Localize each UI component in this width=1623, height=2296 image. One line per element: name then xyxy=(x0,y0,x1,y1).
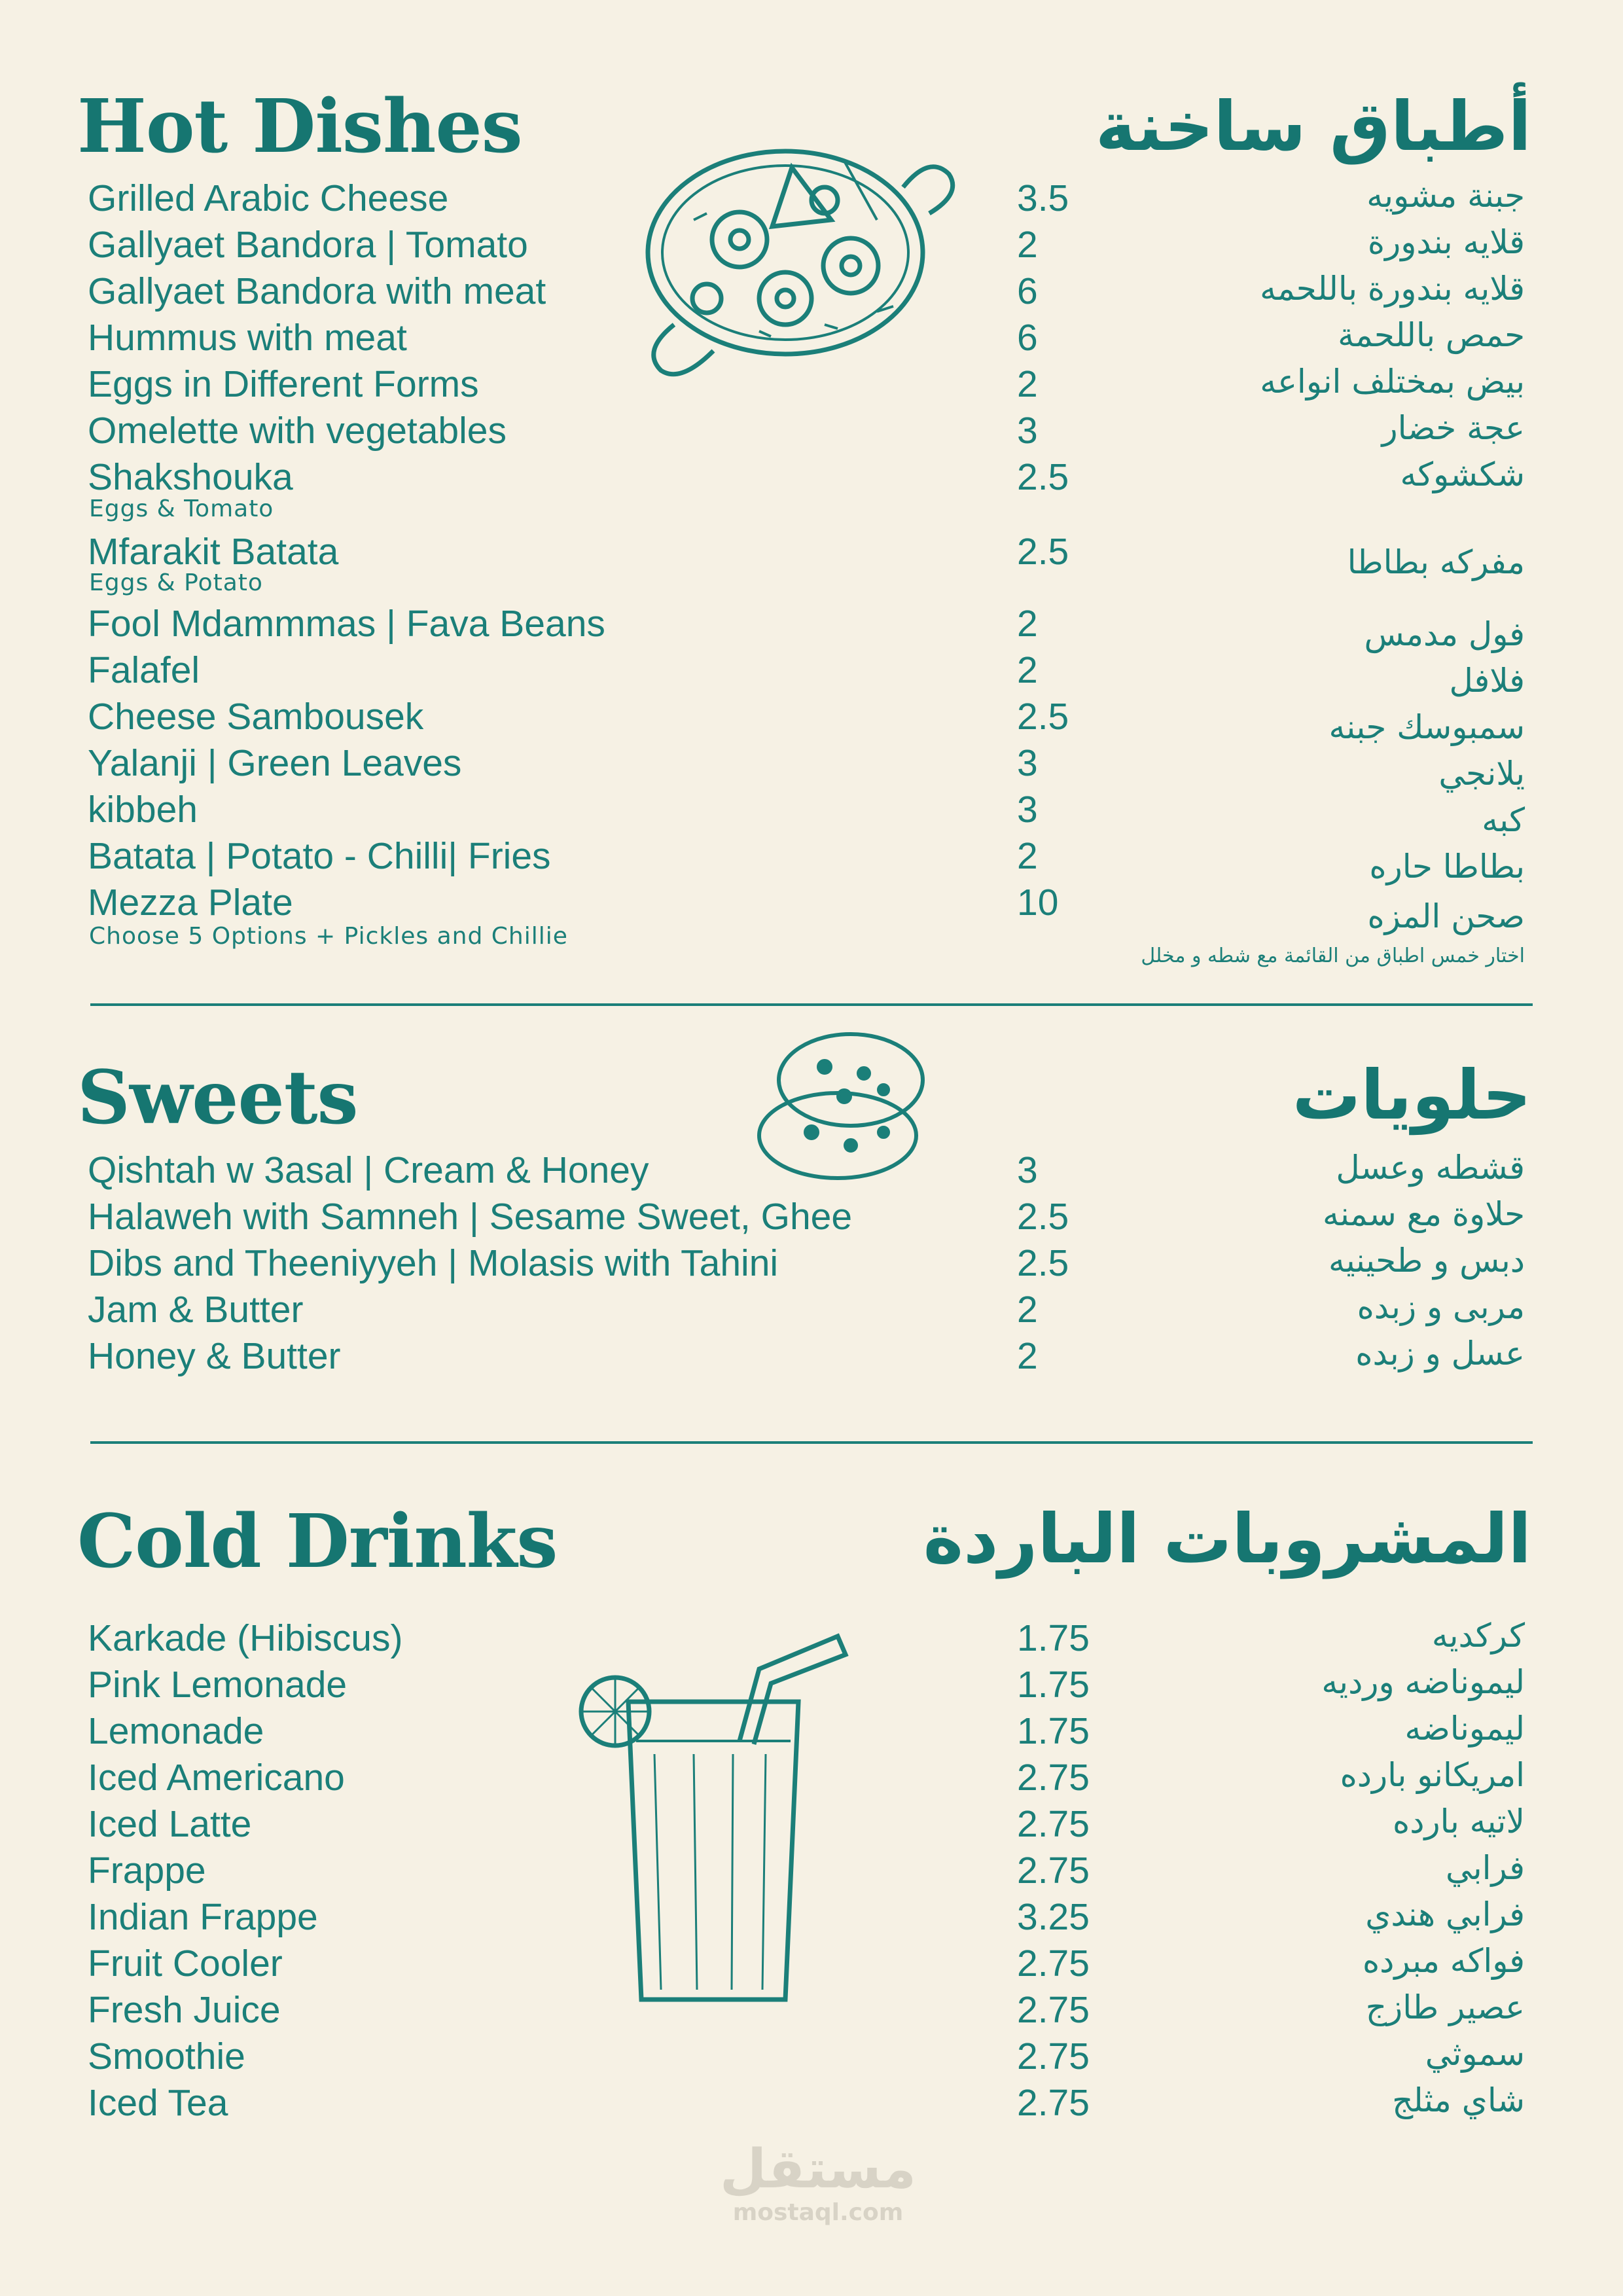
menu-item-row xyxy=(0,1710,1623,1755)
menu-item-row xyxy=(0,695,1623,746)
menu-item-row xyxy=(0,742,1623,793)
item-name-en: Qishtah w 3asal | Cream & Honey xyxy=(88,1149,649,1191)
menu-item-row xyxy=(0,788,1623,839)
item-price: 10 xyxy=(1017,882,1059,924)
item-price: 2.75 xyxy=(1017,2082,1090,2124)
item-name-ar: بيض بمختلف انواعه xyxy=(1260,363,1525,401)
item-name-ar: كركديه xyxy=(1431,1617,1525,1655)
item-name-en: Karkade (Hibiscus) xyxy=(88,1617,403,1659)
item-price: 2 xyxy=(1017,1289,1038,1331)
item-name-en: Shakshouka xyxy=(88,456,293,498)
menu-item-row xyxy=(0,1988,1623,2034)
menu-item-row xyxy=(0,2035,1623,2081)
item-price: 2.75 xyxy=(1017,1803,1090,1845)
item-price: 2 xyxy=(1017,835,1038,877)
menu-item-row xyxy=(0,881,1623,935)
item-name-ar: عجة خضار xyxy=(1382,409,1525,447)
item-price: 3 xyxy=(1017,1149,1038,1191)
item-name-en: Yalanji | Green Leaves xyxy=(88,742,462,784)
item-name-ar: يلانجي xyxy=(1438,755,1525,793)
menu-item-row xyxy=(0,1895,1623,1941)
item-name-ar: عسل و زبده xyxy=(1355,1335,1525,1372)
item-name-ar: شاي مثلج xyxy=(1392,2081,1525,2119)
item-name-en: Gallyaet Bandora | Tomato xyxy=(88,224,528,266)
item-price: 1.75 xyxy=(1017,1617,1090,1659)
menu-item-row xyxy=(0,409,1623,455)
menu-item-row xyxy=(0,2081,1623,2127)
cold-drinks-title-ar: المشروبات الباردة xyxy=(923,1499,1531,1579)
watermark xyxy=(713,2140,923,2226)
item-name-en: Gallyaet Bandora with meat xyxy=(88,270,546,312)
item-price: 3 xyxy=(1017,742,1038,784)
item-name-en: Fruit Cooler xyxy=(88,1943,283,1984)
menu-item-row xyxy=(0,1663,1623,1709)
menu-item-row xyxy=(0,223,1623,269)
item-price: 1.75 xyxy=(1017,1664,1090,1706)
item-name-en: Iced Latte xyxy=(88,1803,252,1845)
menu-item-row xyxy=(0,1242,1623,1287)
item-price: 2.5 xyxy=(1017,1196,1069,1238)
item-name-en: Fresh Juice xyxy=(88,1989,281,2031)
menu-item-row xyxy=(0,1195,1623,1241)
item-price: 2.5 xyxy=(1017,531,1069,573)
item-name-en: Cheese Sambousek xyxy=(88,696,424,738)
item-name-en: Hummus with meat xyxy=(88,317,407,359)
menu-item-row xyxy=(0,363,1623,408)
item-name-en: Iced Tea xyxy=(88,2082,228,2124)
item-name-ar: حمص باللحمة xyxy=(1338,316,1525,354)
item-name-ar: ليموناضه ورديه xyxy=(1321,1663,1525,1701)
item-name-en: Frappe xyxy=(88,1850,206,1892)
item-price: 3 xyxy=(1017,410,1038,452)
menu-item-row xyxy=(0,316,1623,362)
item-price: 2.5 xyxy=(1017,696,1069,738)
item-subtitle: Choose 5 Options + Pickles and Chillie xyxy=(89,923,568,950)
item-price: 1.75 xyxy=(1017,1710,1090,1752)
item-price: 2 xyxy=(1017,649,1038,691)
mezza-note-ar: اختار خمس اطباق من القائمة مع شطه و مخلل xyxy=(1141,944,1525,967)
item-name-ar: حلاوة مع سمنه xyxy=(1323,1195,1525,1233)
item-price: 2 xyxy=(1017,603,1038,645)
item-name-ar: عصير طازج xyxy=(1365,1988,1525,2026)
item-price: 2.75 xyxy=(1017,2036,1090,2077)
cold-drinks-title: Cold Drinks xyxy=(77,1499,558,1585)
menu-item-row xyxy=(0,177,1623,223)
sweets-title-ar: حلويات xyxy=(1292,1055,1531,1135)
menu-item-row xyxy=(0,1149,1623,1194)
menu-item-row xyxy=(0,1849,1623,1895)
item-name-ar: مفركه بطاطا xyxy=(1347,543,1525,581)
item-price: 2.75 xyxy=(1017,1989,1090,2031)
item-name-en: Dibs and Theeniyyeh | Molasis with Tahini xyxy=(88,1242,779,1284)
item-name-en: Jam & Butter xyxy=(88,1289,304,1331)
item-name-ar: صحن المزه xyxy=(1367,897,1525,935)
item-price: 3 xyxy=(1017,789,1038,831)
item-name-ar: مربى و زبده xyxy=(1357,1288,1525,1326)
item-name-en: kibbeh xyxy=(88,789,198,831)
item-name-ar: فرابي xyxy=(1446,1849,1525,1887)
divider xyxy=(90,1441,1533,1444)
item-name-en: Fool Mdammmas | Fava Beans xyxy=(88,603,605,645)
item-name-en: Falafel xyxy=(88,649,200,691)
item-name-ar: قلايه بندورة باللحمه xyxy=(1260,270,1525,308)
item-subtitle: Eggs & Tomato xyxy=(89,495,274,522)
item-name-ar: سمبوسك جبنه xyxy=(1329,708,1525,746)
item-name-ar: لاتيه بارده xyxy=(1393,1803,1525,1840)
item-name-en: Batata | Potato - Chilli| Fries xyxy=(88,835,551,877)
menu-item-row xyxy=(0,1803,1623,1848)
menu-item-row xyxy=(0,1942,1623,1988)
item-name-ar: سموثي xyxy=(1425,2035,1525,2073)
watermark-ar: مستقل xyxy=(720,2138,916,2200)
item-name-en: Eggs in Different Forms xyxy=(88,363,479,405)
item-name-ar: قشطه وعسل xyxy=(1336,1149,1525,1187)
item-price: 2.75 xyxy=(1017,1850,1090,1892)
item-subtitle: Eggs & Potato xyxy=(89,569,263,596)
item-name-en: Pink Lemonade xyxy=(88,1664,348,1706)
item-price: 2.75 xyxy=(1017,1757,1090,1799)
item-price: 2.5 xyxy=(1017,1242,1069,1284)
item-name-ar: دبس و طحينيه xyxy=(1329,1242,1525,1280)
item-name-ar: قلايه بندورة xyxy=(1367,223,1525,261)
menu-item-row xyxy=(0,456,1623,501)
item-name-en: Mezza Plate xyxy=(88,882,293,924)
item-price: 3.25 xyxy=(1017,1896,1090,1938)
divider xyxy=(90,1003,1533,1006)
item-name-ar: ليموناضه xyxy=(1404,1710,1525,1748)
hot-dishes-title: Hot Dishes xyxy=(77,84,522,170)
item-name-en: Grilled Arabic Cheese xyxy=(88,177,449,219)
item-name-ar: فول مدمس xyxy=(1364,615,1525,653)
item-name-en: Lemonade xyxy=(88,1710,264,1752)
item-name-ar: كبه xyxy=(1482,801,1525,839)
watermark-en: mostaql.com xyxy=(732,2199,904,2226)
item-name-ar: جبنة مشويه xyxy=(1366,177,1525,215)
item-name-ar: فلافل xyxy=(1449,662,1525,700)
item-name-ar: فواكه مبرده xyxy=(1362,1942,1525,1980)
menu-item-row xyxy=(0,1288,1623,1334)
item-name-en: Honey & Butter xyxy=(88,1335,341,1377)
item-name-ar: امريكانو بارده xyxy=(1340,1756,1525,1794)
sweets-title: Sweets xyxy=(77,1055,358,1141)
item-price: 3.5 xyxy=(1017,177,1069,219)
menu-item-row xyxy=(0,834,1623,886)
item-name-en: Iced Americano xyxy=(88,1757,345,1799)
item-price: 6 xyxy=(1017,270,1038,312)
menu-item-row xyxy=(0,649,1623,700)
item-name-en: Mfarakit Batata xyxy=(88,531,339,573)
item-name-en: Smoothie xyxy=(88,2036,245,2077)
item-name-en: Halaweh with Samneh | Sesame Sweet, Ghee xyxy=(88,1196,853,1238)
menu-item-row xyxy=(0,1335,1623,1380)
menu-item-row xyxy=(0,1617,1623,1662)
item-price: 2 xyxy=(1017,363,1038,405)
item-name-ar: فرابي هندي xyxy=(1365,1895,1525,1933)
menu-item-row xyxy=(0,1756,1623,1802)
item-price: 2 xyxy=(1017,1335,1038,1377)
item-name-ar: شكشوكه xyxy=(1400,456,1525,493)
item-name-ar: بطاطا حاره xyxy=(1369,848,1525,886)
item-name-en: Omelette with vegetables xyxy=(88,410,507,452)
hot-dishes-title-ar: أطباق ساخنة xyxy=(1095,86,1531,166)
item-name-en: Indian Frappe xyxy=(88,1896,318,1938)
menu-item-row xyxy=(0,602,1623,653)
item-price: 2.75 xyxy=(1017,1943,1090,1984)
menu-item-row xyxy=(0,270,1623,315)
item-price: 2.5 xyxy=(1017,456,1069,498)
item-price: 2 xyxy=(1017,224,1038,266)
item-price: 6 xyxy=(1017,317,1038,359)
